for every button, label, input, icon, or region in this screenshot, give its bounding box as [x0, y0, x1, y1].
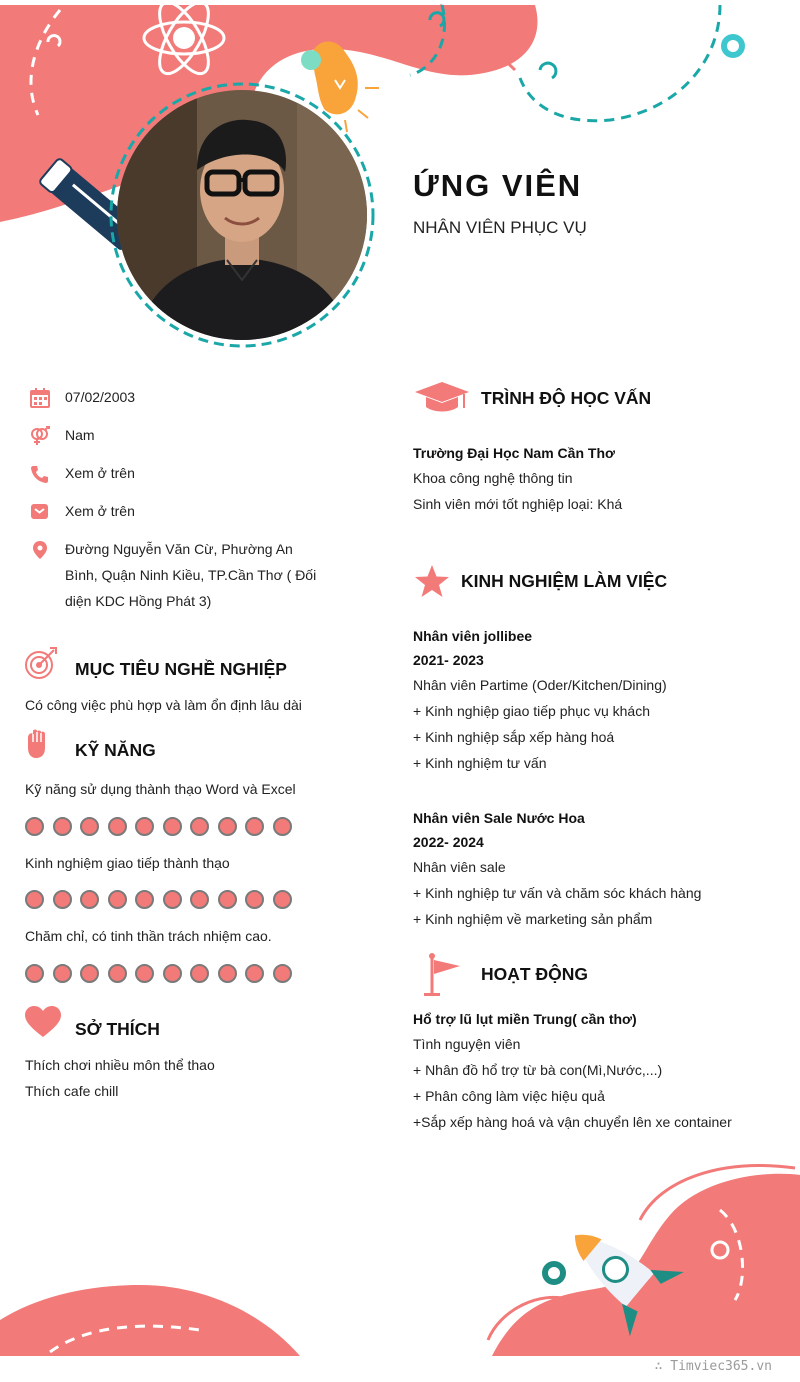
star-icon: [414, 564, 450, 598]
rating-dot: [108, 964, 127, 983]
rating-dot: [190, 964, 209, 983]
rating-dot: [245, 964, 264, 983]
rating-dot: [135, 890, 154, 909]
hobby-item: Thích cafe chill: [25, 1083, 119, 1099]
rating-dot: [273, 890, 292, 909]
objective-title: MỤC TIÊU NGHỀ NGHIỆP: [75, 659, 287, 679]
job-line: + Kinh nghiệp tư vấn và chăm sóc khách hàng: [413, 885, 702, 901]
activity-heading: Hổ trợ lũ lụt miền Trung( cần thơ): [413, 1011, 637, 1027]
contact-birthday: [30, 388, 135, 410]
location-icon: [30, 540, 50, 560]
rating-dot: [53, 890, 72, 909]
activity-line: +Sắp xếp hàng hoá và vận chuyển lên xe container: [413, 1114, 732, 1130]
rating-dot: [108, 817, 127, 836]
calendar-icon: [30, 388, 50, 408]
job-line: + Kinh nghiệm tư vấn: [413, 755, 547, 771]
phone-icon: [30, 464, 50, 484]
job-period: 2021- 2023: [413, 652, 484, 668]
fist-icon: [25, 728, 49, 760]
avatar: [117, 90, 367, 340]
rating-dot: [245, 890, 264, 909]
rating-dot: [135, 964, 154, 983]
rating-dot: [218, 890, 237, 909]
rating-dot: [25, 817, 44, 836]
rating-dot: [163, 890, 182, 909]
rating-dot: [80, 964, 99, 983]
rating-dot: [108, 890, 127, 909]
rating-dot: [135, 817, 154, 836]
skill-name: Chăm chỉ, có tinh thần trách nhiệm cao.: [25, 928, 272, 944]
phone-text: Xem ở trên: [65, 465, 135, 481]
rating-dot: [53, 817, 72, 836]
activities-title: HOẠT ĐỘNG: [481, 964, 588, 984]
rating-dot: [25, 890, 44, 909]
activity-line: + Nhân đồ hổ trợ từ bà con(Mì,Nước,...): [413, 1062, 663, 1078]
gender-text: Nam: [65, 427, 95, 443]
job-line: Nhân viên sale: [413, 859, 506, 875]
address-text: Đường Nguyễn Văn Cừ, Phường An Bình, Quận Ninh Kiều, TP.Cần Thơ ( Đối diện KDC Hồng Phát 3): [65, 541, 317, 609]
rating-dot: [273, 817, 292, 836]
hobbies-title: SỞ THÍCH: [75, 1019, 160, 1039]
activity-line: Tình nguyện viên: [413, 1036, 521, 1052]
rating-dot: [163, 817, 182, 836]
brand-watermark[interactable]: ∴ Timviec365.vn: [654, 1359, 772, 1374]
rating-dot: [218, 817, 237, 836]
email-text: Xem ở trên: [65, 503, 135, 519]
school-name: Trường Đại Học Nam Cần Thơ: [413, 445, 615, 461]
job-title: NHÂN VIÊN PHỤC VỤ: [413, 218, 587, 237]
candidate-name: ỨNG VIÊN: [413, 168, 583, 203]
education-line: Sinh viên mới tốt nghiệp loại: Khá: [413, 496, 623, 512]
contact-gender: [30, 426, 95, 448]
heart-icon: [25, 1006, 61, 1038]
contact-email: [30, 502, 135, 524]
contact-address: [30, 540, 325, 614]
birthday-text: 07/02/2003: [65, 389, 136, 405]
rating-dot: [190, 890, 209, 909]
graduation-cap-icon: [414, 380, 470, 414]
skill-rating: [25, 817, 292, 836]
rating-dot: [245, 817, 264, 836]
job-line: + Kinh nghiệm về marketing sản phẩm: [413, 911, 653, 927]
rating-dot: [163, 964, 182, 983]
experience-title: KINH NGHIỆM LÀM VIỆC: [461, 571, 668, 591]
rating-dot: [273, 964, 292, 983]
skill-name: Kỹ năng sử dụng thành thạo Word và Excel: [25, 781, 296, 797]
flag-icon: [420, 952, 464, 998]
job-line: + Kinh nghiệp sắp xếp hàng hoá: [413, 729, 615, 745]
rating-dot: [218, 964, 237, 983]
activity-line: + Phân công làm việc hiệu quả: [413, 1088, 605, 1104]
contact-phone: [30, 464, 135, 486]
rating-dot: [80, 817, 99, 836]
target-icon: [24, 646, 58, 680]
job-line: + Kinh nghiệp giao tiếp phục vụ khách: [413, 703, 651, 719]
skill-name: Kinh nghiệm giao tiếp thành thạo: [25, 855, 230, 871]
hobby-item: Thích chơi nhiều môn thể thao: [25, 1057, 215, 1073]
rating-dot: [53, 964, 72, 983]
job-period: 2022- 2024: [413, 834, 484, 850]
gender-icon: [30, 426, 50, 446]
education-title: TRÌNH ĐỘ HỌC VẤN: [481, 388, 652, 408]
rating-dot: [190, 817, 209, 836]
rating-dot: [25, 964, 44, 983]
skill-rating: [25, 964, 292, 983]
job-position: Nhân viên jollibee: [413, 628, 533, 644]
job-position: Nhân viên Sale Nước Hoa: [413, 810, 585, 826]
job-line: Nhân viên Partime (Oder/Kitchen/Dining): [413, 677, 667, 693]
education-line: Khoa công nghệ thông tin: [413, 470, 573, 486]
rating-dot: [80, 890, 99, 909]
email-icon: [30, 502, 50, 522]
skill-rating: [25, 890, 292, 909]
ring-icon: [724, 37, 742, 55]
objective-text: Có công việc phù hợp và làm ổn định lâu dài: [25, 697, 302, 713]
skills-title: KỸ NĂNG: [75, 740, 156, 760]
